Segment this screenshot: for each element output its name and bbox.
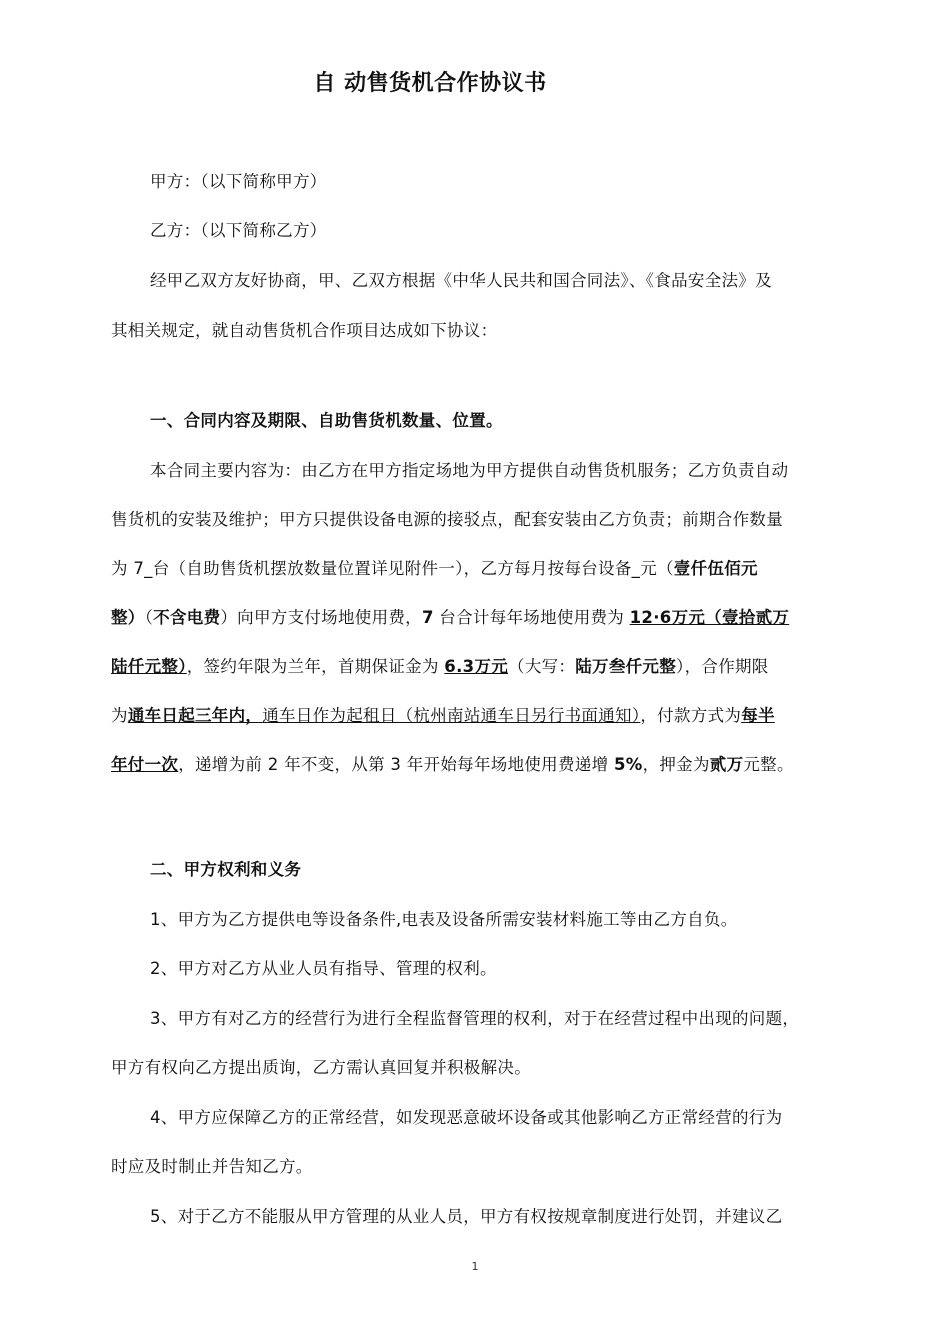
section-2-item-5: 5、对于乙方不能服从甲方管理的从业人员，甲方有权按规章制度进行处罚，并建议乙	[150, 1207, 783, 1226]
annual-fee: 12·6万元（壹拾贰万	[629, 608, 790, 627]
section-1-line-3	[111, 558, 758, 580]
increase-rate: 5%	[613, 755, 643, 774]
section-2-item-4-cont: 时应及时制止并告知乙方。	[111, 1157, 313, 1176]
section-2-item-3: 3、甲方有对乙方的经营行为进行全程监督管理的权利，对于在经营过程中出现的问题，	[150, 1009, 800, 1028]
text-run: （大写：	[508, 657, 576, 676]
text-run: 为	[111, 706, 128, 725]
text-run: 台合计每年场地使用费为	[433, 608, 630, 627]
machine-count: 7	[421, 608, 434, 627]
text-run: ），合作期限	[676, 657, 769, 676]
text-run: 为 7_台（自助售货机摆放数量位置详见附件一），乙方每月按每台设备_元（	[111, 559, 674, 578]
intro-line-2: 其相关规定，就自动售货机合作项目达成如下协议：	[111, 321, 498, 340]
page-number: 1	[471, 1260, 479, 1273]
lease-start-note: 通车日作为起租日（杭州南站通车日另行书面通知）	[262, 706, 641, 725]
party-b-line: 乙方：（以下简称乙方）	[150, 221, 327, 240]
text-run: ，押金为	[642, 755, 710, 774]
section-1-line-1: 本合同主要内容为：由乙方在甲方指定场地为甲方提供自动售货机服务；乙方负责自动	[150, 461, 789, 480]
text-run: ，付款方式为	[640, 706, 742, 725]
fee-amount-words: 壹仟伍佰元	[673, 559, 758, 578]
text-run: 整）	[111, 608, 145, 627]
section-1-heading: 一、合同内容及期限、自助售货机数量、位置。	[150, 411, 503, 430]
section-2-item-1: 1、甲方为乙方提供电等设备条件,电表及设备所需安装材料施工等由乙方自负。	[150, 910, 738, 929]
text-run: ，签约年限为兰年，首期保证金为	[186, 657, 445, 676]
section-1-line-6	[111, 705, 775, 727]
text-run: （	[144, 608, 154, 627]
section-1-line-5	[111, 656, 769, 678]
section-1-line-2: 售货机的安装及维护；甲方只提供设备电源的接驳点，配套安装由乙方负责；前期合作数量	[111, 510, 783, 529]
deposit-amount: 6.3万元	[444, 657, 509, 676]
deposit-words: 陆万叁仟元整	[575, 657, 677, 676]
annual-fee-cont: 陆仟元整）	[111, 657, 187, 676]
intro-line-1: 经甲乙双方友好协商，甲、乙双方根据《中华人民共和国合同法》、《食品安全法》及	[150, 271, 772, 290]
section-1-line-7	[111, 754, 794, 776]
section-2-item-3-cont: 甲方有权向乙方提出质询，乙方需认真回复并积极解决。	[111, 1058, 531, 1077]
party-a-line: 甲方：（以下简称甲方）	[150, 172, 327, 191]
text-run: 元整。	[743, 755, 794, 774]
text-run: ）向甲方支付场地使用费，	[220, 608, 422, 627]
section-2-item-2: 2、甲方对乙方从业人员有指导、管理的权利。	[150, 959, 497, 978]
payment-term: 每半	[741, 706, 775, 725]
section-2-heading: 二、甲方权利和义务	[150, 860, 302, 879]
section-1-line-4	[111, 607, 789, 629]
payment-term-cont: 年付一次	[111, 755, 179, 774]
text-run: ，递增为前 2 年不变，从第 3 年开始每年场地使用费递增	[178, 755, 614, 774]
security-deposit: 贰万	[709, 755, 744, 774]
excluding-electricity: 不含电费	[153, 608, 221, 627]
document-title: 自 动售货机合作协议书	[313, 71, 547, 96]
term-start: 通车日起三年内，	[127, 706, 263, 725]
section-2-item-4: 4、甲方应保障乙方的正常经营，如发现恶意破坏设备或其他影响乙方正常经营的行为	[150, 1108, 783, 1127]
